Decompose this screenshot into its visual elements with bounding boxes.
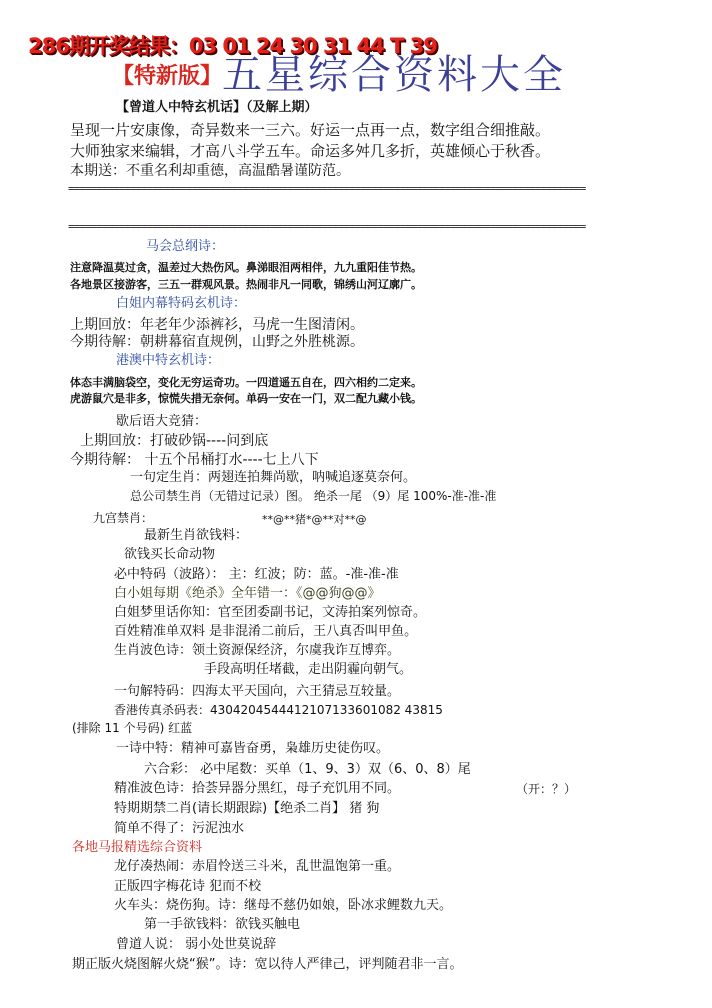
text-line: 上期回放：打破砂锅----问到底 (80, 433, 269, 449)
text-line: 六合彩： 必中尾数：买单（1、9、3）双（6、0、8）尾 (144, 762, 471, 777)
text-line: 大师独家来编辑，才高八斗学五车。命运多舛几多折，英雄倾心于秋香。 (70, 142, 551, 160)
text-line: 一诗中特：精神可嘉皆奋勇，枭雄历史徒伤叹。 (116, 741, 390, 756)
text-line: 第一手欲钱料：欲钱买触电 (144, 917, 301, 932)
page-title: 五星综合资料大全 (222, 52, 566, 98)
section-heading: 歇后语大竞猜： (116, 414, 208, 429)
text-line: 生肖波色诗：领土资源保经济，尔虞我诈互博弈。 (114, 643, 401, 658)
section-heading: 最新生肖欲钱料： (144, 528, 249, 543)
text-line: （开：？） (516, 782, 577, 796)
text-line: 今期待解：朝耕幕宿直规例，山野之外胜桃源。 (70, 334, 364, 350)
text-line: 九宫禁肖： (93, 511, 154, 525)
text-line: 本期送：不重名利却重德，高温酷暑谨防范。 (70, 163, 350, 179)
separator: ============================================================================================ (68, 220, 586, 233)
section-heading: 马会总纲诗： (146, 239, 225, 254)
text-line: (排除 11 个号码) 红蓝 (72, 721, 193, 735)
text-line: 精准波色诗：拾荟异器分黑红，母子充饥用不同。 (114, 781, 401, 796)
text-line: 手段高明任堵截，走出阴霾向朝气。 (204, 662, 413, 677)
section-heading: 各地马报精选综合资料 (72, 840, 203, 855)
text-line: 一句定生肖：两翅连拍舞尚歇，呐喊追逐莫奈何。 (130, 470, 417, 485)
text-line: 曾道人说： 弱小处世莫说辞 (116, 937, 277, 952)
text-line: 火车头：烧伤狗。诗：继母不慈仍如娘，卧冰求鲤数九天。 (114, 898, 453, 913)
text-line: 龙仔凑热闹：赤眉怜送三斗米，乱世温饱第一重。 (114, 859, 401, 874)
text-line: 今期待解： 十五个吊桶打水----七上八下 (70, 452, 319, 468)
text-line: 正版四字梅花诗 犯而不校 (114, 879, 262, 894)
poem-line: 体态丰满脑袋空，变化无穷运奇功。一四道遥五自在，四六相约二定来。 (70, 376, 422, 389)
separator: ============================================================================================ (68, 182, 586, 195)
text-line: 欲钱买长命动物 (124, 547, 216, 562)
text-line: 白小姐每期《绝杀》全年错一：《@@狗@@》 (114, 586, 381, 601)
draw-result-banner: 286期开奖结果：03 01 24 30 31 44 T 39 (28, 34, 437, 58)
section-heading: 白姐内幕特码玄机诗： (116, 296, 247, 311)
text-line: 期正版火烧图解火烧“猴”。诗：宽以待人严律己，评判随君非一言。 (72, 957, 463, 972)
text-line: 总公司禁生肖（无错过记录）图。 绝杀一尾 （9）尾 100%-准-准-准 (130, 489, 497, 503)
text-line: **@**猪*@**对**@ (262, 513, 367, 526)
text-line: 呈现一片安康像，奇异数来一三六。好运一点再一点，数字组合细推敲。 (70, 121, 551, 139)
text-line: 简单不得了：污泥浊水 (114, 821, 245, 836)
text-line: 一句解特码：四海太平天国向，六王猜忌互较量。 (114, 684, 401, 699)
text-line: 特期期禁二肖(请长期跟踪)【绝杀二肖】 猪 狗 (114, 801, 380, 816)
text-line: 香港传真杀码表：4304204544412107133601082 43815 (114, 703, 443, 717)
text-line: 白姐梦里话你知：官至团委副书记，文涛拍案列惊奇。 (114, 605, 427, 620)
section-heading: 港澳中特玄机诗： (116, 353, 221, 368)
poem-line: 各地景区接游客，三五一群观风景。热闹非凡一同歌，锦绣山河辽廓广。 (70, 278, 422, 291)
text-line: 必中特码（波路）： 主：红波；防：蓝。-准-准-准 (114, 567, 399, 582)
edition-label: 【特新版】 (112, 64, 223, 89)
zeng-daoren-heading: 【曾道人中特玄机话】（及解上期） (116, 100, 318, 115)
poem-line: 注意降温莫过贪，温差过大热伤风。鼻涕眼泪两相伴，九九重阳佳节热。 (70, 261, 422, 274)
text-line: 百姓精准单双料 是非混淆二前后，王八真否叫甲鱼。 (114, 624, 418, 639)
text-line: 上期回放：年老年少添裤衫，马虎一生图清闲。 (70, 317, 364, 333)
poem-line: 虎游鼠穴是非多，惊慌失措无奈何。单码一安在一门，双二配九藏小钱。 (70, 392, 422, 405)
